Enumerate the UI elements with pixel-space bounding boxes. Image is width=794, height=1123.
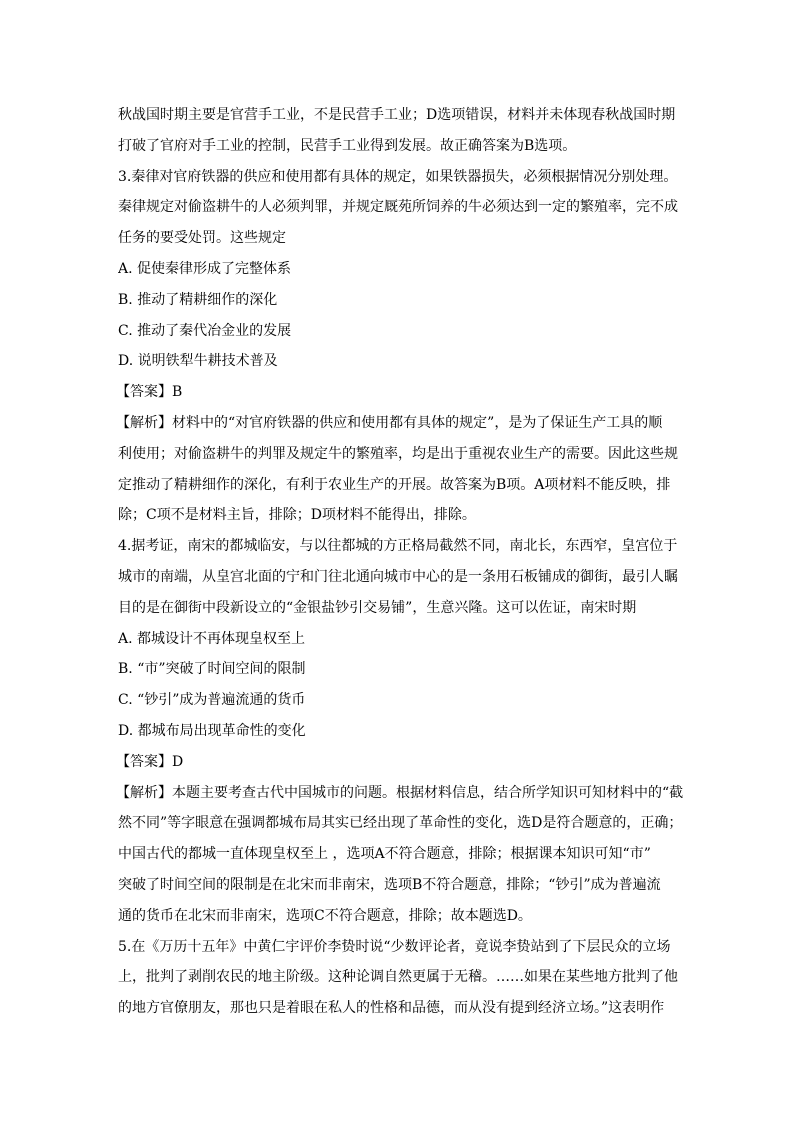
question-3-analysis: 【解析】材料中的“对官府铁器的供应和使用都有具体的规定”，是为了保证生产工具的顺 [116, 414, 663, 431]
question-3-analysis: 定推动了精耕细作的深化，有利于农业生产的开展。故答案为B项。A项材料不能反映，排 [118, 476, 671, 493]
question-3-answer: 【答案】B [116, 384, 183, 401]
question-4-stem: 4.据考证，南宋的都城临安，与以往都城的方正格局截然不同，南北长，东西窄，皇宫位于 [118, 538, 678, 555]
document-text-block [118, 100, 688, 1024]
question-5-stem: 上，批判了剥削农民的地主阶级。这种论调自然更属于无稽。……如果在某些地方批判了他 [118, 969, 678, 986]
question-3-analysis: 利使用；对偷盗耕牛的判罪及规定牛的繁殖率，均是出于重视农业生产的需要。因此这些规 [118, 445, 678, 462]
question-4-analysis: 【解析】本题主要考查古代中国城市的问题。根据材料信息，结合所学知识可知材料中的“截 [116, 784, 684, 801]
question-4-analysis: 通的货币在北宋而非南宋，选项C不符合题意，排除；故本题选D。 [118, 907, 532, 924]
question-3-option-a: A. 促使秦律形成了完整体系 [118, 260, 292, 277]
question-4-analysis: 然不同”等字眼意在强调都城布局其实已经出现了革命性的变化，选D是符合题意的，正确； [118, 815, 683, 832]
text-line: 打破了官府对手工业的控制，民营手工业得到发展。故正确答案为B选项。 [118, 137, 577, 154]
question-4-answer: 【答案】D [116, 753, 184, 770]
question-4-option-a: A. 都城设计不再体现皇权至上 [118, 630, 306, 647]
text-line: 秋战国时期主要是官营手工业，不是民营手工业；D选项错误，材料并未体现春秋战国时期 [118, 107, 676, 123]
question-4-analysis: 中国古代的都城一直体现皇权至上 ，选项A不符合题意，排除；根据课本知识可知“市” [118, 846, 651, 863]
question-3-stem: 秦律规定对偷盗耕牛的人必须判罪，并规定厩苑所饲养的牛必须达到一定的繁殖率，完不成 [118, 199, 678, 216]
question-3-option-c: C. 推动了秦代冶金业的发展 [118, 322, 292, 339]
question-4-analysis: 突破了时间空间的限制是在北宋而非南宋，选项B不符合题意，排除；“钞引”成为普遍流 [118, 876, 661, 893]
question-5-stem: 的地方官僚朋友，那也只是着眼在私人的性格和品德，而从没有提到经济立场。”这表明作 [118, 1000, 665, 1017]
question-5-stem: 5.在《万历十五年》中黄仁宇评价李贽时说“少数评论者，竟说李贽站到了下层民众的立场 [118, 938, 671, 955]
question-4-option-b: B. “市”突破了时间空间的限制 [118, 661, 306, 678]
question-3-option-d: D. 说明铁犁牛耕技术普及 [118, 353, 278, 370]
question-3-stem: 3.秦律对官府铁器的供应和使用都有具体的规定，如果铁器损失，必须根据情况分别处理。 [118, 168, 678, 185]
question-4-option-c: C. “钞引”成为普遍流通的货币 [118, 692, 306, 709]
question-3-analysis: 除；C项不是材料主旨，排除；D项材料不能得出，排除。 [118, 507, 476, 524]
question-3-option-b: B. 推动了精耕细作的深化 [118, 291, 278, 308]
question-3-stem: 任务的要受处罚。这些规定 [118, 230, 286, 247]
question-4-option-d: D. 都城布局出现革命性的变化 [118, 722, 306, 739]
question-4-stem: 目的是在御街中段新设立的“金银盐钞引交易铺”，生意兴隆。这可以佐证，南宋时期 [118, 599, 637, 616]
question-4-stem: 城市的南端，从皇宫北面的宁和门往北通向城市中心的是一条用石板铺成的御街，最引人瞩 [118, 568, 678, 585]
